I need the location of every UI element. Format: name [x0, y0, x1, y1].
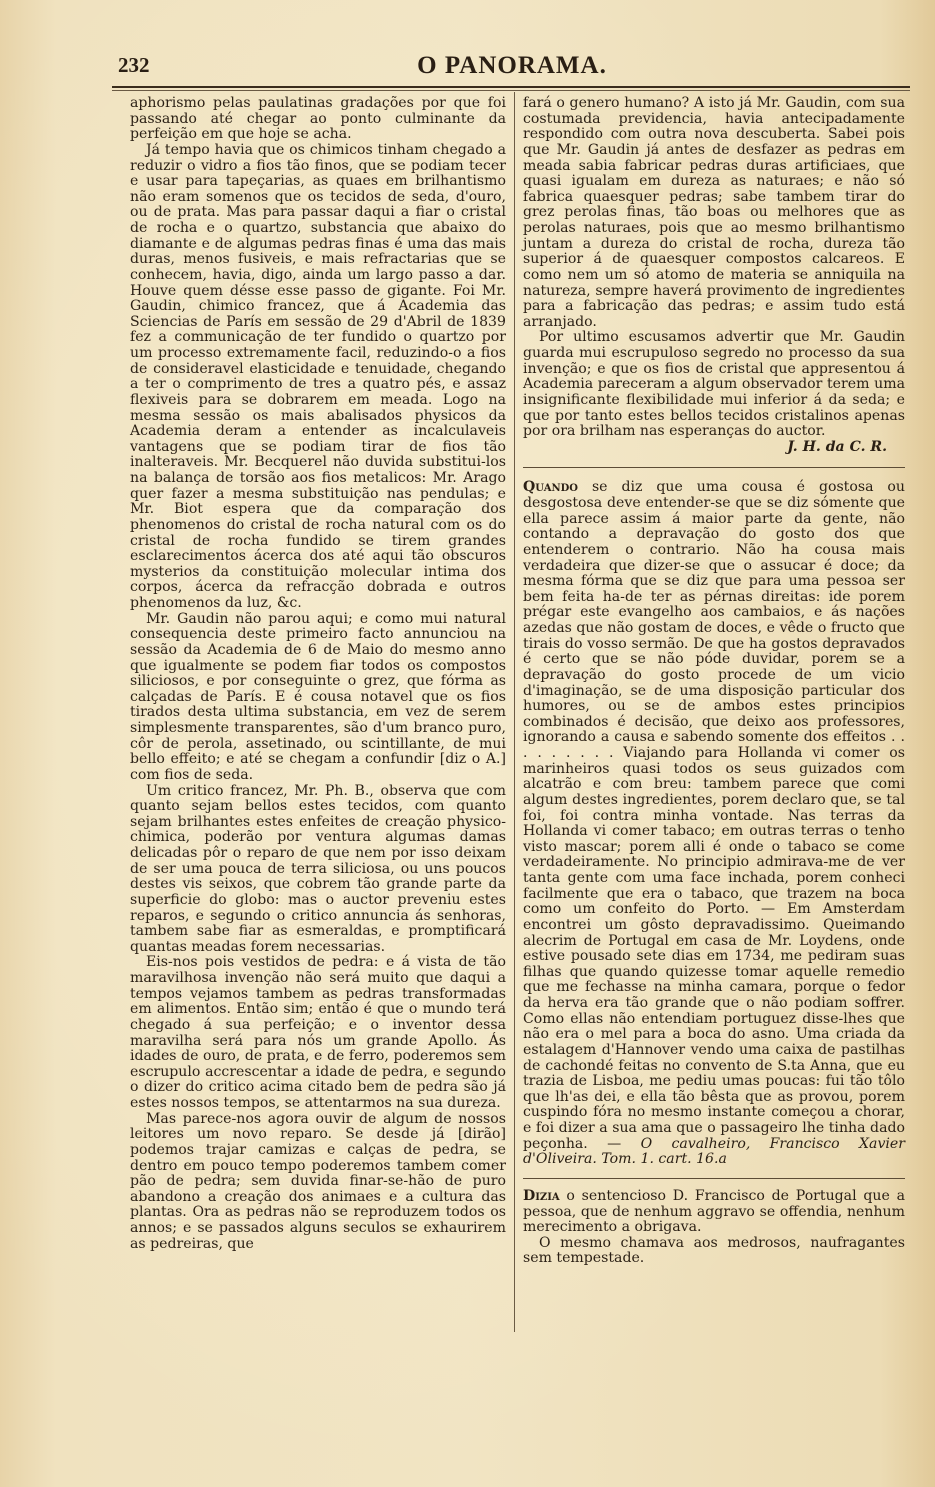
paragraph: Mas parece-nos agora ouvir de algum de nossos leitores um novo reparo. Se desde já [dirão] podemos trajar camizas e calças de pedra, se dentro em pouco tempo poderemos tambem comer pão de pedra; sem duvida finar-se-hão de puro abandono a creação dos animaes e a cultura das plantas. Ora as pedras não se reproduzem todos os annos; e se passados alguns seculos se exhaurirem as pedreiras, que	[130, 1110, 506, 1252]
left-column	[130, 96, 506, 1252]
article-text: se diz que uma cousa é gostosa ou desgostosa deve entender-se que se diz sómente que ella parece assim á maior parte da gente, não contando a depravação do gosto dos que entenderem o contrario. Não ha cousa mais verdadeira que dizer-se que o assucar é doce; da mesma fórma que se diz que para uma pessoa ser bem feita ha-de ter as pérnas direitas: ide porem prégar este evangelho aos cambaios, e ás nações azedas que não gostam de doces, e vêde o fructo que tirais do vosso sermão. De que ha gostos depravados é certo que se não póde duvidar, porem se a depravação do gosto procede de um vicio d'imaginação, se de uma disposição particular dos humores, ou se de ambos estes principios combinados é decisão, que deixo aos professores, ignorando a causa e sabendo somente dos effeitos . . . . . . . . . Viajando para Hollanda vi comer os marinheiros quasi todos os seus guizados com alcatrão e com breu: tambem parece que comi algum destes ingredientes, porem declaro que, se tal foi, foi contra minha vontade. Nas terras da Hollanda vi comer tabaco; em outras terras o tenho visto mascar; porem alli é onde o tabaco se come verdadeiramente. No principio admirava-me de ver tanta gente com uma face inchada, porem conheci facilmente que era o tabaco, que trazem na boca como um confeito do Porto. — Em Amsterdam encontrei um gôsto depravadissimo. Queimando alecrim de Portugal em casa de Mr. Loydens, onde estive pousado sete dias em 1734, me pediram suas filhas que quando quizesse tomar aquelle remedio que me fechasse na minha camara, porque o fedor da herva era tão grande que o não podiam soffrer. Como ellas não entendiam portuguez disse-lhes que não era o mel para a boca do asno. Uma criada da estalagem d'Hannover vendo uma caixa de pastilhas de cachondé feitas no convento de S.ta Anna, que eu trazia de Lisboa, me pediu umas poucas: fui tão tôlo que lh'as dei, e ella tão bêsta que as provou, porem cuspindo fóra no mesmo instante começou a chorar, e foi dizer a sua ama que o passageiro lhe tinha dado peçonha. —	[523, 479, 905, 1152]
right-column	[523, 96, 905, 1267]
paragraph: fará o genero humano? A isto já Mr. Gaudin, com sua costumada previdencia, havia antecipadamente respondido com outra nova descuberta. Sabei pois que Mr. Gaudin já antes de desfazer as pedras em meada sabia fabricar pedras duras artificiaes, que quasi igualam em dureza as naturaes; e não só fabrica quaesquer pedras; sabe tambem tirar do grez perolas finas, tão boas ou melhores que as perolas naturaes, pois que ao mesmo brilhantismo juntam a dureza do cristal de rocha, dureza tão superior á de quaesquer compostos calcareos. E como nem um só atomo de materia se anniquila na natureza, sempre haverá provimento de ingredientes para a fabricação das pedras; e assim tudo está arranjado.	[523, 95, 905, 330]
column-divider	[514, 92, 515, 1332]
paragraph: Eis-nos pois vestidos de pedra: e á vista de tão maravilhosa invenção não será muito que daqui a tempos vejamos tambem as pedras transformadas em alimentos. Então sim; então é que o mundo terá chegado á sua perfeição; e o inventor dessa maravilha será para nós um grande Apollo. Ás idades de ouro, de prata, e de ferro, poderemos sem escrupulo accrescentar a idade de pedra, e segundo o dizer do critico acima citado bem de pedra são já estes nossos tempos, se attentarmos na sua dureza.	[130, 954, 506, 1111]
citation: O cavalheiro, Francisco Xavier d'Oliveira. Tom. 1. cart. 16.a	[523, 1135, 905, 1168]
header-rule-thin	[112, 90, 910, 91]
paragraph: Já tempo havia que os chimicos tinham chegado a reduzir o vidro a fios tão finos, que se podiam tecer e usar para tapeçarias, as quaes em brilhantismo não eram somenos que os tecidos de seda, d'ouro, ou de prata. Mas para passar daqui a fiar o cristal de rocha e o quartzo, substancia que abaixo do diamante e de algumas pedras finas é uma das mais duras, menos fusiveis, e mais refractarias que se conhecem, havia, digo, ainda um largo passo a dar. Houve quem désse esse passo de gigante. Foi Mr. Gaudin, chimico francez, que á Academia das Sciencias de París em sessão de 29 d'Abril de 1839 fez a communicação de ter fundido o quartzo por um processo extremamente facil, reduzindo-o a fios de consideravel elasticidade e tenuidade, chegando a ter o comprimento de tres a quatro pés, e assaz flexiveis para se dobrarem em meada. Logo na mesma sessão os mais abalisados physicos da Academia deram a entender as incalculaveis vantagens que se podiam tirar de fios tão inalteraveis. Mr. Becquerel não duvida substitui-los na balança de torsão aos fios metalicos: Mr. Arago quer fazer a mesma substituição nas pendulas; e Mr. Biot espera que da comparação dos phenomenos do cristal de rocha natural com os do cristal de rocha fundido se tirem grandes esclarecimentos ácerca dos até aqui tão obscuros mysterios da constituição molecular intima dos corpos, ácerca da refracção dobrada e outros phenomenos da luz, &c.	[130, 141, 506, 611]
paragraph: Por ultimo escusamos advertir que Mr. Gaudin guarda mui escrupuloso segredo no processo da sua invenção; e que os fios de cristal que appresentou á Academia pareceram a algum observador terem uma insignificante flexibilidade mui inferior á da seda; e que por tanto estes bellos tecidos cristalinos apenas por ora brilham nas esperanças do auctor.	[523, 329, 905, 440]
article-separator	[523, 1178, 905, 1179]
paragraph: aphorismo pelas paulatinas gradações por que foi passando até chegar ao ponto culminante da perfeição em que hoje se acha.	[130, 95, 506, 143]
article-separator	[523, 467, 905, 468]
paragraph: Um critico francez, Mr. Ph. B., observa que com quanto sejam bellos estes tecidos, com quanto sejam brilhantes estes enfeites de creação physico-chimica, poderão por ventura algumas damas delicadas pôr o reparo de que nem por isso deixam de ser uma pouca de terra siliciosa, ou uns poucos destes vis seixos, que cobrem tão grande parte da superficie do globo: mas o auctor preveniu estes reparos, e segundo o critico annuncia ás senhoras, tambem sabe fiar as esmeraldas, e promptificará quantas meadas forem necessarias.	[130, 782, 506, 955]
paragraph: Mr. Gaudin não parou aqui; e como mui natural consequencia deste primeiro facto annunciou na sessão da Academia de 6 de Maio do mesmo anno que igualmente se podem fiar todos os compostos siliciosos, e por conseguinte o grez, que fórma as calçadas de París. E é cousa notavel que os fios tirados desta ultima substancia, em vez de serem simplesmente transparentes, são d'um branco puro, côr de perola, assetinado, ou scintillante, de mui bello effeito; e até se chegam a confundir [diz o A.] com fios de seda.	[130, 610, 506, 783]
lead-word: Dizia	[523, 1187, 560, 1204]
lead-word: Quando	[523, 479, 578, 496]
journal-title: O PANORAMA.	[417, 52, 607, 79]
header-rule	[112, 86, 910, 88]
paragraph	[523, 1189, 905, 1236]
author-signature: J. H. da C. R.	[787, 438, 887, 455]
page-header	[112, 50, 912, 84]
paragraph	[523, 480, 905, 1168]
page-number: 232	[118, 53, 150, 77]
article-text: o sentencioso D. Francisco de Portugal que a pessoa, que de nenhum aggravo se offendia, nenhum merecimento a obrigava.	[523, 1187, 905, 1236]
paragraph: O mesmo chamava aos medrosos, naufragantes sem tempestade.	[523, 1234, 905, 1267]
